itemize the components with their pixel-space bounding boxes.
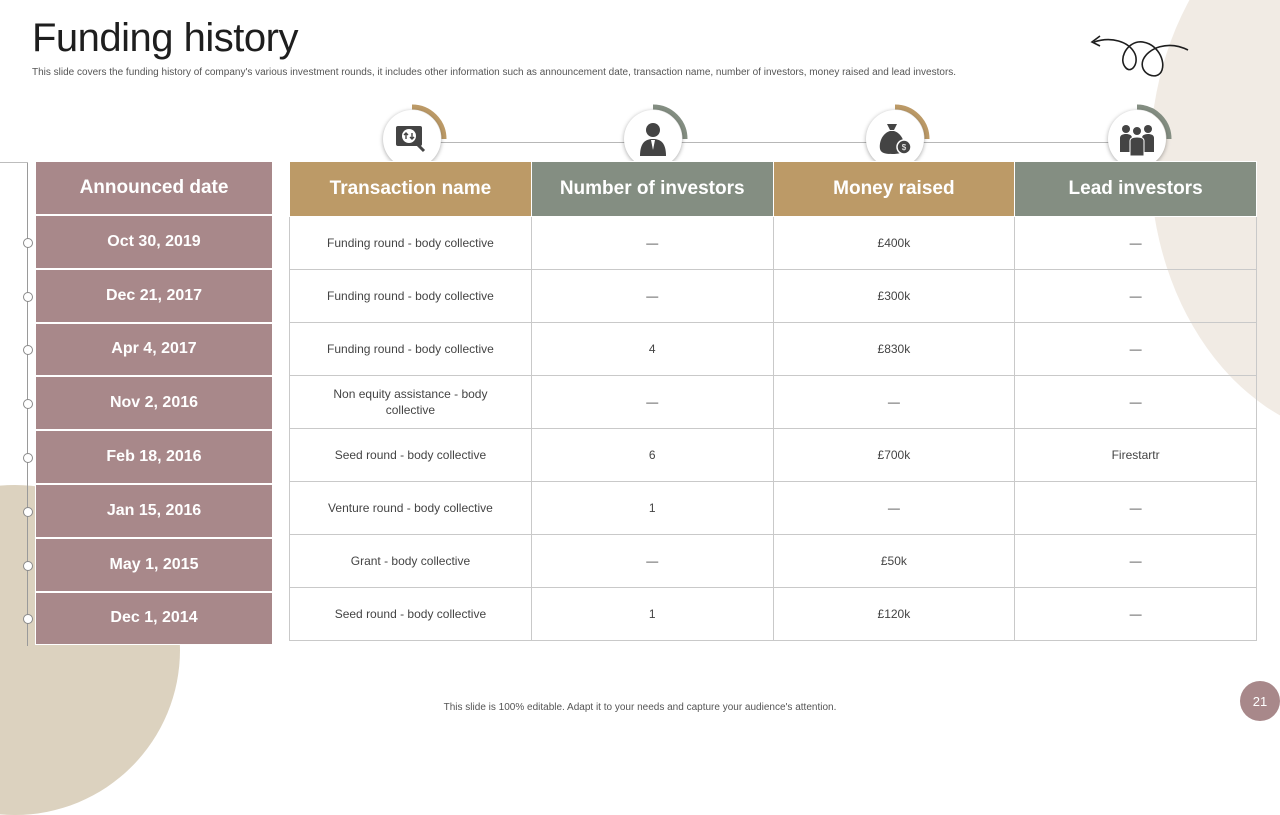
header-lead-investors: Lead investors [1015,162,1257,217]
table-cell: — [1015,323,1257,376]
timeline-dot [23,399,33,409]
table-row [290,429,1257,482]
timeline-tick [0,162,28,163]
table-cell: — [1015,588,1257,641]
announced-date-column [35,161,275,645]
funding-table [289,161,1257,641]
header-money-raised: Money raised [773,162,1015,217]
table-cell: 6 [531,429,773,482]
timeline-dot [23,345,33,355]
table-row [290,270,1257,323]
table-cell: Seed round - body collective [290,588,532,641]
table-cell: Seed round - body collective [290,429,532,482]
table-cell: Grant - body collective [290,535,532,588]
table-cell: — [1015,376,1257,429]
table-cell: Firestartr [1015,429,1257,482]
table-row [290,588,1257,641]
table-cell: — [773,482,1015,535]
table-cell: — [531,270,773,323]
timeline-dot [23,507,33,517]
table-cell: 4 [531,323,773,376]
table-cell: — [531,217,773,270]
table-cell: — [1015,217,1257,270]
date-cell: Oct 30, 2019 [35,215,273,269]
table-row [290,535,1257,588]
table-cell: — [531,376,773,429]
table-row [290,323,1257,376]
table-cell: Non equity assistance - body collective [290,376,532,429]
timeline-dot [23,292,33,302]
header-number-of-investors: Number of investors [531,162,773,217]
date-cell: Dec 1, 2014 [35,592,273,646]
table-cell: 1 [531,588,773,641]
table-row [290,376,1257,429]
page-subtitle: This slide covers the funding history of company's various investment rounds, it includes other information such as announcement date, transaction name, number of investors, money raised and lead investors. [32,67,957,78]
table-cell: £120k [773,588,1015,641]
table-row [290,482,1257,535]
analysis-icon [394,123,430,155]
team-icon [1118,122,1156,156]
date-cell: Nov 2, 2016 [35,376,273,430]
date-cell: Apr 4, 2017 [35,323,273,377]
date-cell: Dec 21, 2017 [35,269,273,323]
table-cell: £400k [773,217,1015,270]
table-cell: Funding round - body collective [290,270,532,323]
date-cell: Jan 15, 2016 [35,484,273,538]
timeline-dot [23,614,33,624]
page-number: 21 [1240,681,1280,721]
table-cell: 1 [531,482,773,535]
swirl-arrow-icon [1088,30,1192,86]
table-cell: — [1015,270,1257,323]
table-cell: — [1015,482,1257,535]
table-cell: — [773,376,1015,429]
timeline-dot [23,561,33,571]
page-title: Funding history [32,16,298,60]
table-cell: £830k [773,323,1015,376]
table-cell: Funding round - body collective [290,217,532,270]
icon-connector-line [412,142,1136,143]
timeline-dot [23,238,33,248]
date-cell: Feb 18, 2016 [35,430,273,484]
table-row [290,217,1257,270]
table-cell: Funding round - body collective [290,323,532,376]
table-cell: £700k [773,429,1015,482]
table-cell: — [1015,535,1257,588]
businessman-icon [638,122,668,156]
money-bag-icon [877,122,913,156]
table-cell: £300k [773,270,1015,323]
timeline-dot [23,453,33,463]
svg-text:$: $ [901,143,907,152]
announced-date-header: Announced date [35,161,273,215]
header-transaction-name: Transaction name [290,162,532,217]
date-cell: May 1, 2015 [35,538,273,592]
table-cell: Venture round - body collective [290,482,532,535]
table-cell: £50k [773,535,1015,588]
table-cell: — [531,535,773,588]
footer-note: This slide is 100% editable. Adapt it to your needs and capture your audience's attention. [443,702,837,713]
